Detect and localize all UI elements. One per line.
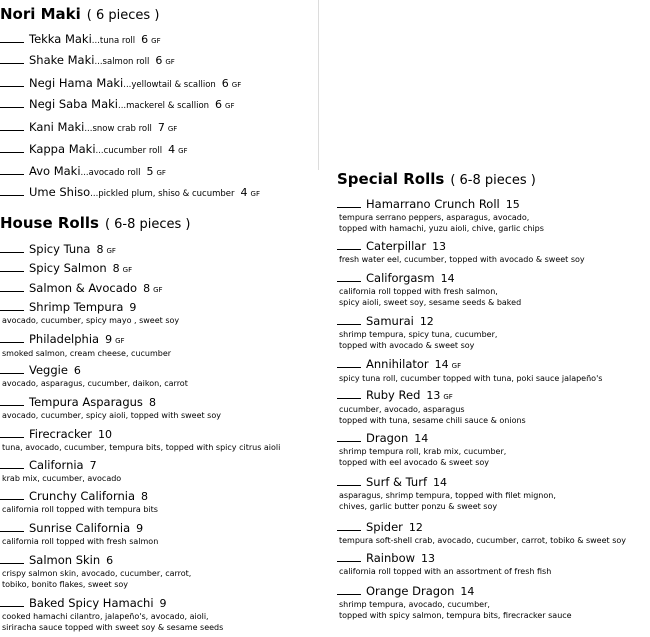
order-blank xyxy=(337,239,361,250)
item-price: 4 xyxy=(240,186,248,199)
item-price: 12 xyxy=(408,521,423,534)
item-price: 8 xyxy=(148,396,156,409)
menu-item-line xyxy=(0,281,320,297)
item-price: 8 xyxy=(141,490,149,503)
menu-item xyxy=(0,363,320,389)
item-price: 15 xyxy=(505,198,520,211)
item-description: ...yellowtail & scallion xyxy=(123,80,216,90)
order-blank xyxy=(0,32,24,43)
menu-item-line xyxy=(337,431,650,446)
order-blank xyxy=(0,164,24,175)
item-name: Surf & Turf xyxy=(366,475,427,489)
menu-item xyxy=(0,395,320,421)
item-name: Rainbow xyxy=(366,551,416,565)
item-name: Crunchy California xyxy=(29,489,136,503)
item-description-line: tuna, avocado, cucumber, tempura bits, topped with spicy citrus aioli xyxy=(2,443,281,452)
menu-item xyxy=(0,458,320,484)
menu-item-line xyxy=(337,388,650,404)
order-blank xyxy=(0,185,24,196)
item-description-line: california roll topped with fresh salmon xyxy=(2,537,159,546)
item-description: ...cucumber roll xyxy=(95,146,163,156)
item-price: 6 xyxy=(73,364,81,377)
item-name: Dragon xyxy=(366,431,409,445)
item-name: Salmon & Avocado xyxy=(29,281,138,295)
menu-item-line xyxy=(0,332,320,348)
special-rolls-title: Special Rolls xyxy=(337,170,445,188)
item-price: 5 xyxy=(146,165,154,178)
menu-item-line xyxy=(0,596,320,611)
menu-item xyxy=(0,596,320,633)
order-blank xyxy=(0,142,24,153)
item-price: 6 xyxy=(141,33,149,46)
menu-item xyxy=(337,357,650,384)
menu-item-line xyxy=(0,164,320,180)
item-price: 14 xyxy=(434,358,449,371)
item-price: 10 xyxy=(98,428,112,441)
item-name: Philadelphia xyxy=(29,332,100,346)
menu-item-line xyxy=(0,185,320,201)
menu-item-line xyxy=(337,520,650,535)
menu-item-line xyxy=(337,314,650,329)
menu-item-line xyxy=(0,142,320,158)
menu-item-line xyxy=(0,242,320,258)
menu-item xyxy=(0,427,320,453)
item-name: Tempura Asparagus xyxy=(29,395,143,409)
gluten-free-badge: GF xyxy=(122,266,133,274)
item-price: 12 xyxy=(419,315,434,328)
item-name: Negi Hama Maki xyxy=(29,76,124,90)
order-blank xyxy=(0,120,24,131)
item-description-line: california roll topped with tempura bits xyxy=(2,505,158,514)
menu-item xyxy=(337,314,650,351)
item-price: 9 xyxy=(129,301,137,314)
gluten-free-badge: GF xyxy=(231,81,242,89)
order-blank xyxy=(337,584,361,595)
order-blank xyxy=(0,395,24,406)
item-name: Kappa Maki xyxy=(29,142,96,156)
special-rolls-subtitle: ( 6-8 pieces ) xyxy=(450,173,536,188)
item-price: 8 xyxy=(96,243,104,256)
order-blank xyxy=(337,271,361,282)
menu-item xyxy=(0,242,320,258)
menu-item-line xyxy=(0,300,320,315)
order-blank xyxy=(337,314,361,325)
item-description-line: smoked salmon, cream cheese, cucumber xyxy=(2,349,172,358)
item-price: 7 xyxy=(157,121,165,134)
item-price: 13 xyxy=(421,552,436,565)
gluten-free-badge: GF xyxy=(106,247,116,255)
order-blank xyxy=(0,458,24,469)
item-name: Shrimp Tempura xyxy=(29,300,124,314)
item-description: ...avocado roll xyxy=(80,168,141,178)
menu-item-line xyxy=(0,427,320,442)
menu-item xyxy=(0,261,320,277)
order-blank xyxy=(0,242,24,253)
item-description-line: siriracha sauce topped with sweet soy & sesame seeds xyxy=(2,623,224,632)
item-price: 14 xyxy=(433,476,447,489)
item-name: Califorgasm xyxy=(366,271,435,285)
menu-item xyxy=(337,239,650,265)
item-price: 14 xyxy=(460,585,475,598)
item-name: Shake Maki xyxy=(29,53,95,67)
order-blank xyxy=(337,475,361,486)
item-price: 13 xyxy=(432,240,447,253)
house-rolls-subtitle: ( 6-8 pieces ) xyxy=(104,217,191,232)
menu-item-line xyxy=(337,551,650,566)
gluten-free-badge: GF xyxy=(167,125,178,133)
item-name: Veggie xyxy=(29,363,68,377)
menu-item xyxy=(0,120,320,136)
order-blank xyxy=(0,97,24,108)
order-blank xyxy=(337,388,361,399)
item-description-line: chives, garlic butter ponzu & sweet soy xyxy=(339,502,498,511)
item-description-line: fresh water eel, cucumber, topped with avocado & sweet soy xyxy=(339,255,585,264)
menu-item-line xyxy=(0,458,320,473)
order-blank xyxy=(337,197,361,208)
menu-item xyxy=(337,388,650,426)
item-name: Sunrise California xyxy=(29,521,131,535)
item-price: 9 xyxy=(136,522,144,535)
item-price: 13 xyxy=(426,389,441,402)
item-price: 9 xyxy=(105,333,113,346)
item-name: Spicy Salmon xyxy=(29,261,107,275)
gluten-free-badge: GF xyxy=(156,169,166,177)
item-name: Kani Maki xyxy=(29,120,85,134)
menu-item xyxy=(0,553,320,590)
order-blank xyxy=(0,53,24,64)
menu-item-line xyxy=(0,53,320,69)
item-name: Spider xyxy=(366,520,403,534)
gluten-free-badge: GF xyxy=(225,102,235,110)
item-name: Caterpillar xyxy=(366,239,427,253)
item-name: Negi Saba Maki xyxy=(29,97,119,111)
item-name: Baked Spicy Hamachi xyxy=(29,596,154,610)
menu-item xyxy=(0,281,320,297)
menu-item xyxy=(0,185,320,201)
nori-maki-subtitle: ( 6 pieces ) xyxy=(86,8,160,23)
item-description-line: asparagus, shrimp tempura, topped with filet mignon, xyxy=(339,491,556,500)
menu-item xyxy=(337,551,650,577)
item-name: Hamarrano Crunch Roll xyxy=(366,197,500,211)
menu-item-line xyxy=(337,357,650,373)
order-blank xyxy=(0,489,24,500)
order-blank xyxy=(337,431,361,442)
menu-item xyxy=(0,164,320,180)
item-description-line: avocado, cucumber, spicy mayo , sweet soy xyxy=(2,316,180,325)
menu-item-line xyxy=(0,261,320,277)
menu-item-line xyxy=(337,239,650,254)
menu-item xyxy=(0,32,320,48)
item-description-line: shrimp tempura, spicy tuna, cucumber, xyxy=(339,330,498,339)
item-name: Tekka Maki xyxy=(29,32,92,46)
item-name: California xyxy=(29,458,84,472)
item-price: 6 xyxy=(215,98,223,111)
order-blank xyxy=(0,553,24,564)
menu-item xyxy=(0,97,320,113)
item-description-line: tempura serrano peppers, asparagus, avocado, xyxy=(339,213,530,222)
menu-item-line xyxy=(337,197,650,212)
item-description: ...mackerel & scallion xyxy=(118,101,210,111)
item-price: 6 xyxy=(221,77,229,90)
order-blank xyxy=(0,261,24,272)
order-blank xyxy=(337,520,361,531)
menu-item xyxy=(0,489,320,515)
menu-item-line xyxy=(0,76,320,92)
menu-item xyxy=(0,53,320,69)
menu-item-line xyxy=(0,363,320,378)
item-price: 7 xyxy=(89,459,97,472)
item-name: Avo Maki xyxy=(29,164,81,178)
menu-item-line xyxy=(0,489,320,504)
gluten-free-badge: GF xyxy=(153,286,163,294)
menu-item-line xyxy=(0,97,320,113)
menu-item xyxy=(337,431,650,468)
order-blank xyxy=(0,363,24,374)
menu-item xyxy=(337,197,650,234)
menu-item xyxy=(0,521,320,547)
item-description-line: california roll topped with fresh salmon, xyxy=(339,287,498,296)
item-description-line: shrimp tempura roll, krab mix, cucumber, xyxy=(339,447,507,456)
special-rolls-heading xyxy=(337,170,536,188)
item-description-line: avocado, cucumber, spicy aioli, topped with sweet soy xyxy=(2,411,221,420)
order-blank xyxy=(0,427,24,438)
item-name: Samurai xyxy=(366,314,414,328)
house-rolls-heading xyxy=(0,214,191,232)
item-description-line: topped with spicy salmon, tempura bits, firecracker sauce xyxy=(339,611,572,620)
item-price: 8 xyxy=(112,262,120,275)
nori-maki-heading xyxy=(0,5,159,23)
menu-item-line xyxy=(0,521,320,536)
item-price: 6 xyxy=(106,554,114,567)
item-description: ...snow crab roll xyxy=(84,124,152,134)
menu-item xyxy=(337,271,650,308)
menu-item xyxy=(337,520,650,546)
item-price: 14 xyxy=(440,272,455,285)
menu-item-line xyxy=(0,32,320,48)
menu-item-line xyxy=(0,120,320,136)
item-description-line: tobiko, bonito flakes, sweet soy xyxy=(2,580,128,589)
menu-item-line xyxy=(337,475,650,490)
item-price: 8 xyxy=(143,282,151,295)
item-description-line: tempura soft-shell crab, avocado, cucumber, carrot, tobiko & sweet soy xyxy=(339,536,627,545)
nori-maki-title: Nori Maki xyxy=(0,5,81,23)
item-description-line: topped with eel avocado & sweet soy xyxy=(339,458,490,467)
item-name: Spicy Tuna xyxy=(29,242,91,256)
gluten-free-badge: GF xyxy=(443,393,453,401)
order-blank xyxy=(0,76,24,87)
gluten-free-badge: GF xyxy=(151,37,161,45)
order-blank xyxy=(0,281,24,292)
menu-item xyxy=(0,142,320,158)
menu-item-line xyxy=(337,271,650,286)
order-blank xyxy=(0,332,24,343)
item-price: 14 xyxy=(414,432,429,445)
menu-item xyxy=(0,300,320,326)
order-blank xyxy=(337,357,361,368)
item-description-line: topped with hamachi, yuzu aioli, chive, garlic chips xyxy=(339,224,544,233)
item-description-line: spicy tuna roll, cucumber topped with tuna, poki sauce jalapeño's xyxy=(339,374,603,383)
item-price: 9 xyxy=(159,597,167,610)
item-description-line: crispy salmon skin, avocado, cucumber, carrot, xyxy=(2,569,192,578)
item-description-line: topped with avocado & sweet soy xyxy=(339,341,475,350)
item-description-line: avocado, asparagus, cucumber, daikon, carrot xyxy=(2,379,188,388)
item-description: ...pickled plum, shiso & cucumber xyxy=(90,189,235,199)
order-blank xyxy=(0,596,24,607)
menu-item xyxy=(0,76,320,92)
item-description-line: shrimp tempura, avocado, cucumber, xyxy=(339,600,490,609)
item-description: ...tuna roll xyxy=(91,36,136,46)
house-rolls-title: House Rolls xyxy=(0,214,99,232)
item-price: 6 xyxy=(155,54,163,67)
item-name: Ruby Red xyxy=(366,388,421,402)
item-name: Orange Dragon xyxy=(366,584,455,598)
item-name: Annihilator xyxy=(366,357,429,371)
order-blank xyxy=(337,551,361,562)
item-name: Firecracker xyxy=(29,427,92,441)
menu-item-line xyxy=(0,395,320,410)
gluten-free-badge: GF xyxy=(115,337,125,345)
gluten-free-badge: GF xyxy=(178,147,188,155)
item-description-line: california roll topped with an assortment of fresh fish xyxy=(339,567,552,576)
gluten-free-badge: GF xyxy=(451,362,462,370)
item-description-line: cooked hamachi cilantro, jalapeño's, avocado, aioli, xyxy=(2,612,209,621)
item-name: Salmon Skin xyxy=(29,553,101,567)
order-blank xyxy=(0,300,24,311)
item-description-line: spicy aioli, sweet soy, sesame seeds & baked xyxy=(339,298,522,307)
gluten-free-badge: GF xyxy=(250,190,260,198)
item-description-line: topped with tuna, sesame chili sauce & onions xyxy=(339,416,526,425)
menu-item xyxy=(337,475,650,512)
gluten-free-badge: GF xyxy=(165,58,175,66)
item-price: 4 xyxy=(168,143,176,156)
menu-item-line xyxy=(0,553,320,568)
menu-item-line xyxy=(337,584,650,599)
item-description: ...salmon roll xyxy=(94,57,150,67)
item-description-line: krab mix, cucumber, avocado xyxy=(2,474,122,483)
item-description-line: cucumber, avocado, asparagus xyxy=(339,405,465,414)
order-blank xyxy=(0,521,24,532)
item-name: Ume Shiso xyxy=(29,185,91,199)
menu-item xyxy=(0,332,320,359)
menu-item xyxy=(337,584,650,621)
